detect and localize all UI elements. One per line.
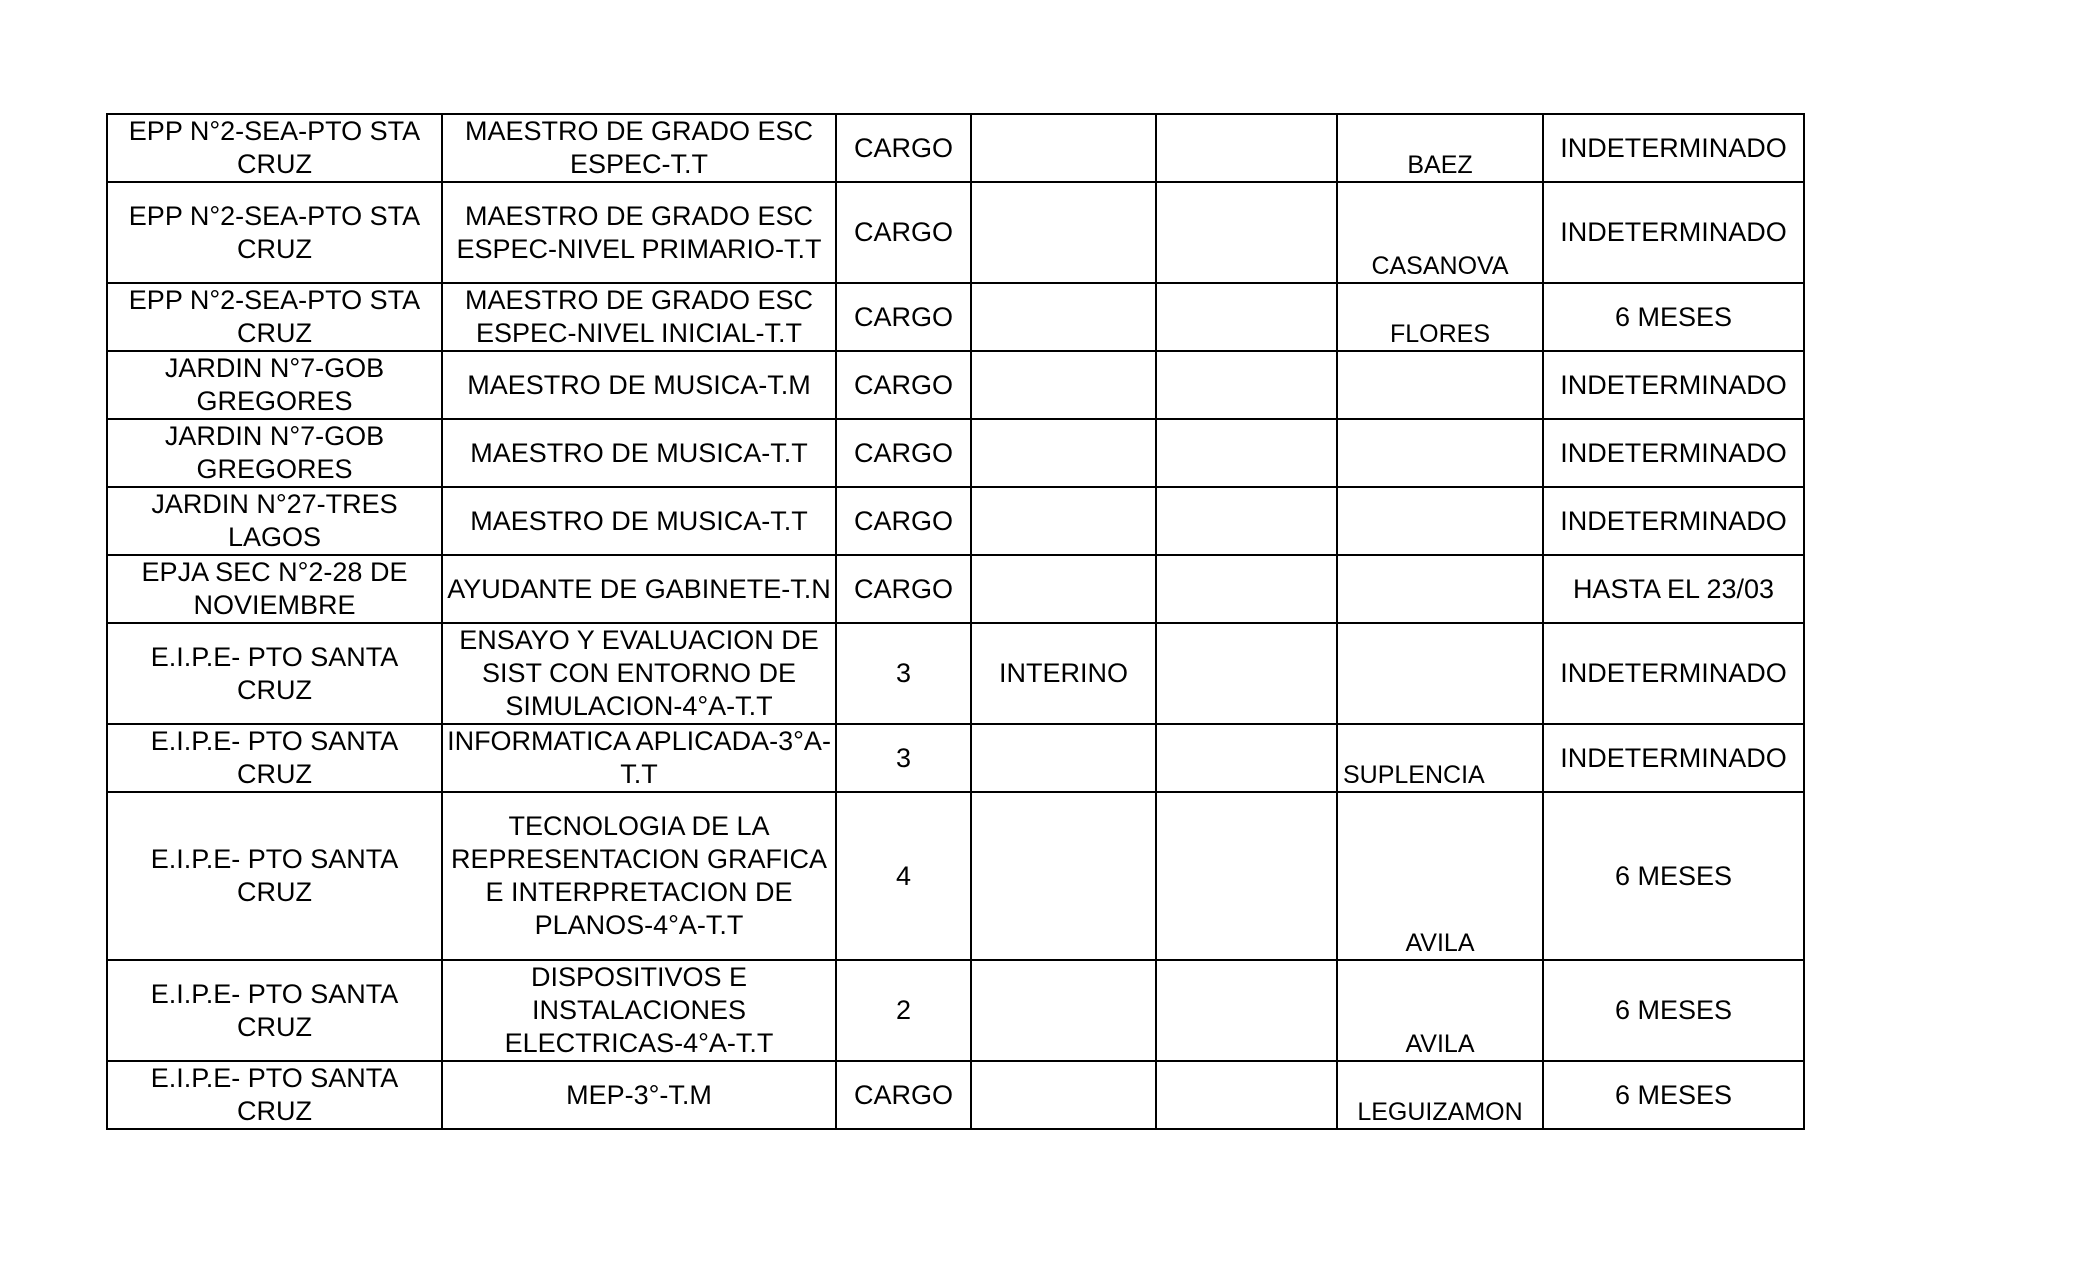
table-row [107,623,1804,724]
position-cell: MAESTRO DE GRADO ESC ESPEC-NIVEL INICIAL-T.T [442,283,836,351]
status-cell [971,555,1156,623]
school-cell: JARDIN N°7-GOB GREGORES [107,419,442,487]
table-row [107,419,1804,487]
name-cell: AVILA [1337,792,1543,960]
hours-cell: CARGO [836,487,971,555]
hours-cell: CARGO [836,1061,971,1129]
status-cell [971,351,1156,419]
school-cell: EPP N°2-SEA-PTO STA CRUZ [107,182,442,283]
name-cell: FLORES [1337,283,1543,351]
hours-cell: CARGO [836,555,971,623]
hours-cell: CARGO [836,351,971,419]
duration-cell: INDETERMINADO [1543,351,1804,419]
school-cell: EPP N°2-SEA-PTO STA CRUZ [107,114,442,182]
status-cell [971,182,1156,283]
position-cell: TECNOLOGIA DE LA REPRESENTACION GRAFICA E INTERPRETACION DE PLANOS-4°A-T.T [442,792,836,960]
status-cell [971,114,1156,182]
position-cell: MEP-3°-T.M [442,1061,836,1129]
school-cell: JARDIN N°7-GOB GREGORES [107,351,442,419]
position-cell: MAESTRO DE MUSICA-T.T [442,419,836,487]
status-cell [971,487,1156,555]
hours-cell: CARGO [836,283,971,351]
name-cell: CASANOVA [1337,182,1543,283]
blank-cell [1156,487,1337,555]
blank-cell [1156,283,1337,351]
blank-cell [1156,555,1337,623]
table-row [107,283,1804,351]
status-cell [971,419,1156,487]
school-cell: E.I.P.E- PTO SANTA CRUZ [107,792,442,960]
school-cell: E.I.P.E- PTO SANTA CRUZ [107,623,442,724]
name-cell [1337,419,1543,487]
duration-cell: INDETERMINADO [1543,419,1804,487]
table-row [107,792,1804,960]
name-cell [1337,487,1543,555]
duration-cell: INDETERMINADO [1543,114,1804,182]
status-cell [971,792,1156,960]
school-cell: JARDIN N°27-TRES LAGOS [107,487,442,555]
name-cell: AVILA [1337,960,1543,1061]
blank-cell [1156,419,1337,487]
hours-cell: 2 [836,960,971,1061]
duration-cell: 6 MESES [1543,1061,1804,1129]
school-cell: E.I.P.E- PTO SANTA CRUZ [107,960,442,1061]
table-row [107,114,1804,182]
hours-cell: 3 [836,623,971,724]
hours-cell: CARGO [836,182,971,283]
name-cell: SUPLENCIA [1337,724,1543,792]
blank-cell [1156,1061,1337,1129]
table-row [107,1061,1804,1129]
duration-cell: 6 MESES [1543,960,1804,1061]
duration-cell: HASTA EL 23/03 [1543,555,1804,623]
position-cell: DISPOSITIVOS E INSTALACIONES ELECTRICAS-4°A-T.T [442,960,836,1061]
name-cell: BAEZ [1337,114,1543,182]
duration-cell: INDETERMINADO [1543,623,1804,724]
name-cell [1337,623,1543,724]
duration-cell: INDETERMINADO [1543,724,1804,792]
hours-cell: CARGO [836,114,971,182]
position-cell: ENSAYO Y EVALUACION DE SIST CON ENTORNO DE SIMULACION-4°A-T.T [442,623,836,724]
position-cell: MAESTRO DE GRADO ESC ESPEC-T.T [442,114,836,182]
table-row [107,960,1804,1061]
table-row [107,351,1804,419]
duration-cell: 6 MESES [1543,792,1804,960]
blank-cell [1156,623,1337,724]
blank-cell [1156,182,1337,283]
duration-cell: 6 MESES [1543,283,1804,351]
blank-cell [1156,114,1337,182]
table-row [107,724,1804,792]
table-row [107,555,1804,623]
duration-cell: INDETERMINADO [1543,182,1804,283]
position-cell: MAESTRO DE MUSICA-T.T [442,487,836,555]
school-cell: E.I.P.E- PTO SANTA CRUZ [107,1061,442,1129]
status-cell [971,960,1156,1061]
name-cell [1337,351,1543,419]
status-cell: INTERINO [971,623,1156,724]
position-cell: MAESTRO DE MUSICA-T.M [442,351,836,419]
hours-cell: CARGO [836,419,971,487]
hours-cell: 3 [836,724,971,792]
status-cell [971,724,1156,792]
status-cell [971,1061,1156,1129]
table-row [107,182,1804,283]
position-cell: INFORMATICA APLICADA-3°A-T.T [442,724,836,792]
position-cell: AYUDANTE DE GABINETE-T.N [442,555,836,623]
vacancies-table [106,113,1805,1130]
name-cell: LEGUIZAMON [1337,1061,1543,1129]
blank-cell [1156,960,1337,1061]
school-cell: EPP N°2-SEA-PTO STA CRUZ [107,283,442,351]
school-cell: EPJA SEC N°2-28 DE NOVIEMBRE [107,555,442,623]
status-cell [971,283,1156,351]
duration-cell: INDETERMINADO [1543,487,1804,555]
blank-cell [1156,351,1337,419]
table-row [107,487,1804,555]
position-cell: MAESTRO DE GRADO ESC ESPEC-NIVEL PRIMARIO-T.T [442,182,836,283]
school-cell: E.I.P.E- PTO SANTA CRUZ [107,724,442,792]
blank-cell [1156,724,1337,792]
name-cell [1337,555,1543,623]
blank-cell [1156,792,1337,960]
hours-cell: 4 [836,792,971,960]
